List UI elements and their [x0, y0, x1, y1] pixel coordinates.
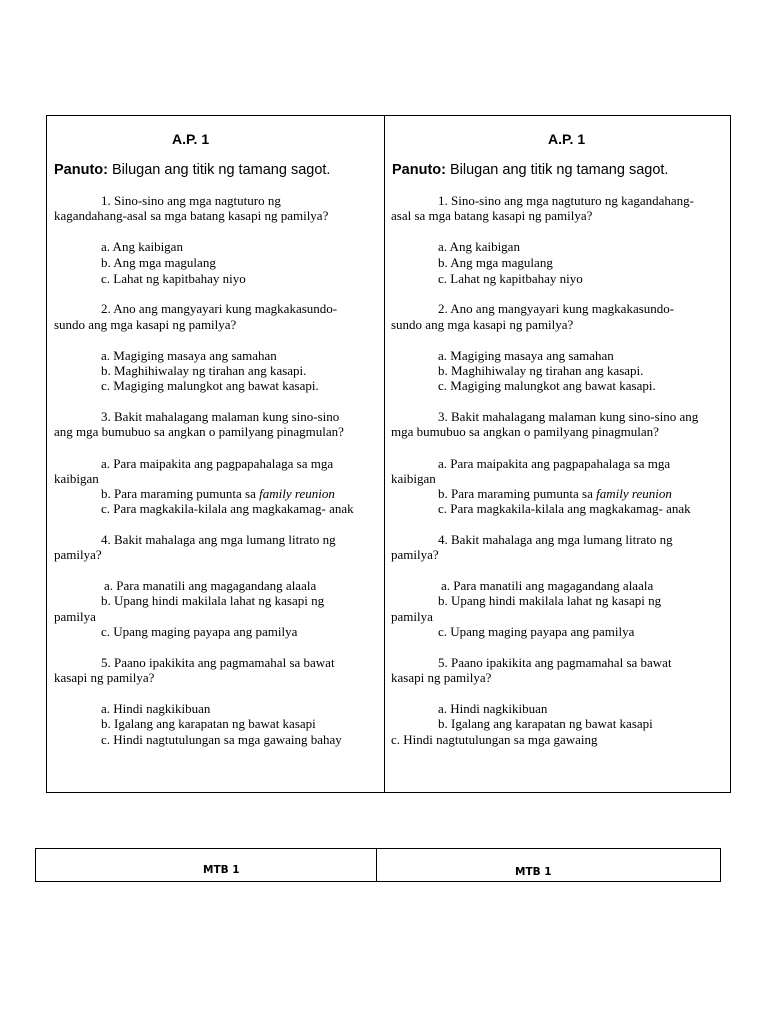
choice-3b-italic: family reunion: [259, 486, 335, 501]
worksheet-table: [46, 115, 731, 793]
instruction: [392, 162, 668, 178]
choice-1a: a. Ang kaibigan: [101, 239, 183, 254]
choice-4c: c. Upang maging payapa ang pamilya: [438, 624, 635, 639]
question-4-line-2: pamilya?: [54, 547, 102, 562]
question-3-line-1: 3. Bakit mahalagang malaman kung sino-sino: [101, 409, 340, 424]
choice-1c: c. Lahat ng kapitbahay niyo: [438, 271, 583, 286]
choice-4c: c. Upang maging payapa ang pamilya: [101, 624, 298, 639]
question-1-line-1: 1. Sino-sino ang mga nagtuturo ng kagandahang-: [438, 193, 694, 208]
choice-2a: a. Magiging masaya ang samahan: [101, 348, 277, 363]
worksheet-title: A.P. 1: [548, 131, 586, 147]
question-2-line-1: 2. Ano ang mangyayari kung magkakasundo-: [438, 301, 675, 316]
choice-5a: a. Hindi nagkikibuan: [101, 701, 211, 716]
choice-3b-text: b. Para maraming pumunta sa: [438, 486, 597, 501]
choice-3a-cont: kaibigan: [54, 471, 99, 486]
instruction-text: Bilugan ang titik ng tamang sagot.: [107, 162, 331, 178]
choice-4b: b. Upang hindi makilala lahat ng kasapi ng: [438, 593, 662, 608]
question-2-line-2: sundo ang mga kasapi ng pamilya?: [54, 317, 237, 332]
question-3-line-1: 3. Bakit mahalagang malaman kung sino-sino ang: [438, 409, 699, 424]
worksheet-cell-left: [47, 116, 385, 792]
question-1-line-2: asal sa mga batang kasapi ng pamilya?: [391, 208, 593, 223]
mtb-label-left: MTB 1: [203, 864, 240, 876]
question-5-line-1: 5. Paano ipakikita ang pagmamahal sa bawat: [438, 655, 672, 670]
choice-1b: b. Ang mga magulang: [101, 255, 216, 270]
bottom-cell-left: [36, 849, 377, 881]
choice-1c: c. Lahat ng kapitbahay niyo: [101, 271, 246, 286]
choice-1b: b. Ang mga magulang: [438, 255, 553, 270]
worksheet-cell-right: [385, 116, 730, 792]
choice-3b-text: b. Para maraming pumunta sa: [101, 486, 260, 501]
worksheet-title: A.P. 1: [172, 131, 210, 147]
choice-3a: a. Para maipakita ang pagpapahalaga sa mga: [438, 456, 671, 471]
choice-3b-italic: family reunion: [596, 486, 672, 501]
bottom-table: [35, 848, 721, 882]
choice-5b: b. Igalang ang karapatan ng bawat kasapi: [438, 716, 653, 731]
instruction: [54, 162, 330, 178]
choice-5a: a. Hindi nagkikibuan: [438, 701, 548, 716]
mtb-label-right: MTB 1: [515, 866, 552, 878]
question-4-line-1: 4. Bakit mahalaga ang mga lumang litrato ng: [101, 532, 336, 547]
instruction-text: Bilugan ang titik ng tamang sagot.: [445, 162, 669, 178]
choice-2b: b. Maghihiwalay ng tirahan ang kasapi.: [438, 363, 644, 378]
question-3-line-2: ang mga bumubuo sa angkan o pamilyang pinagmulan?: [54, 424, 344, 439]
choice-4b-cont: pamilya: [391, 609, 433, 624]
choice-4a: a. Para manatili ang magagandang alaala: [104, 578, 317, 593]
choice-3a: a. Para maipakita ang pagpapahalaga sa mga: [101, 456, 334, 471]
choice-3b: [438, 486, 672, 501]
question-5-line-2: kasapi ng pamilya?: [54, 670, 155, 685]
choice-3a-cont: kaibigan: [391, 471, 436, 486]
question-5-line-1: 5. Paano ipakikita ang pagmamahal sa bawat: [101, 655, 335, 670]
instruction-label: Panuto:: [54, 162, 108, 178]
question-1-line-2: kagandahang-asal sa mga batang kasapi ng pamilya?: [54, 208, 329, 223]
question-2-line-2: sundo ang mga kasapi ng pamilya?: [391, 317, 574, 332]
choice-2c: c. Magiging malungkot ang bawat kasapi.: [438, 378, 656, 393]
bottom-cell-right: [377, 849, 720, 881]
choice-2a: a. Magiging masaya ang samahan: [438, 348, 614, 363]
question-2-line-1: 2. Ano ang mangyayari kung magkakasundo-: [101, 301, 338, 316]
choice-5c: c. Hindi nagtutulungan sa mga gawaing: [391, 732, 598, 747]
choice-4b-cont: pamilya: [54, 609, 96, 624]
question-1-line-1: 1. Sino-sino ang mga nagtuturo ng: [101, 193, 281, 208]
question-4-line-1: 4. Bakit mahalaga ang mga lumang litrato ng: [438, 532, 673, 547]
choice-2b: b. Maghihiwalay ng tirahan ang kasapi.: [101, 363, 307, 378]
choice-3c: c. Para magkakila-kilala ang magkakamag- anak: [101, 501, 354, 516]
choice-5c: c. Hindi nagtutulungan sa mga gawaing bahay: [101, 732, 342, 747]
instruction-label: Panuto:: [392, 162, 446, 178]
choice-4a: a. Para manatili ang magagandang alaala: [441, 578, 654, 593]
question-3-line-2: mga bumubuo sa angkan o pamilyang pinagmulan?: [391, 424, 659, 439]
choice-5b: b. Igalang ang karapatan ng bawat kasapi: [101, 716, 316, 731]
question-4-line-2: pamilya?: [391, 547, 439, 562]
question-5-line-2: kasapi ng pamilya?: [391, 670, 492, 685]
choice-3c: c. Para magkakila-kilala ang magkakamag- anak: [438, 501, 691, 516]
choice-4b: b. Upang hindi makilala lahat ng kasapi ng: [101, 593, 325, 608]
choice-1a: a. Ang kaibigan: [438, 239, 520, 254]
choice-3b: [101, 486, 335, 501]
choice-2c: c. Magiging malungkot ang bawat kasapi.: [101, 378, 319, 393]
